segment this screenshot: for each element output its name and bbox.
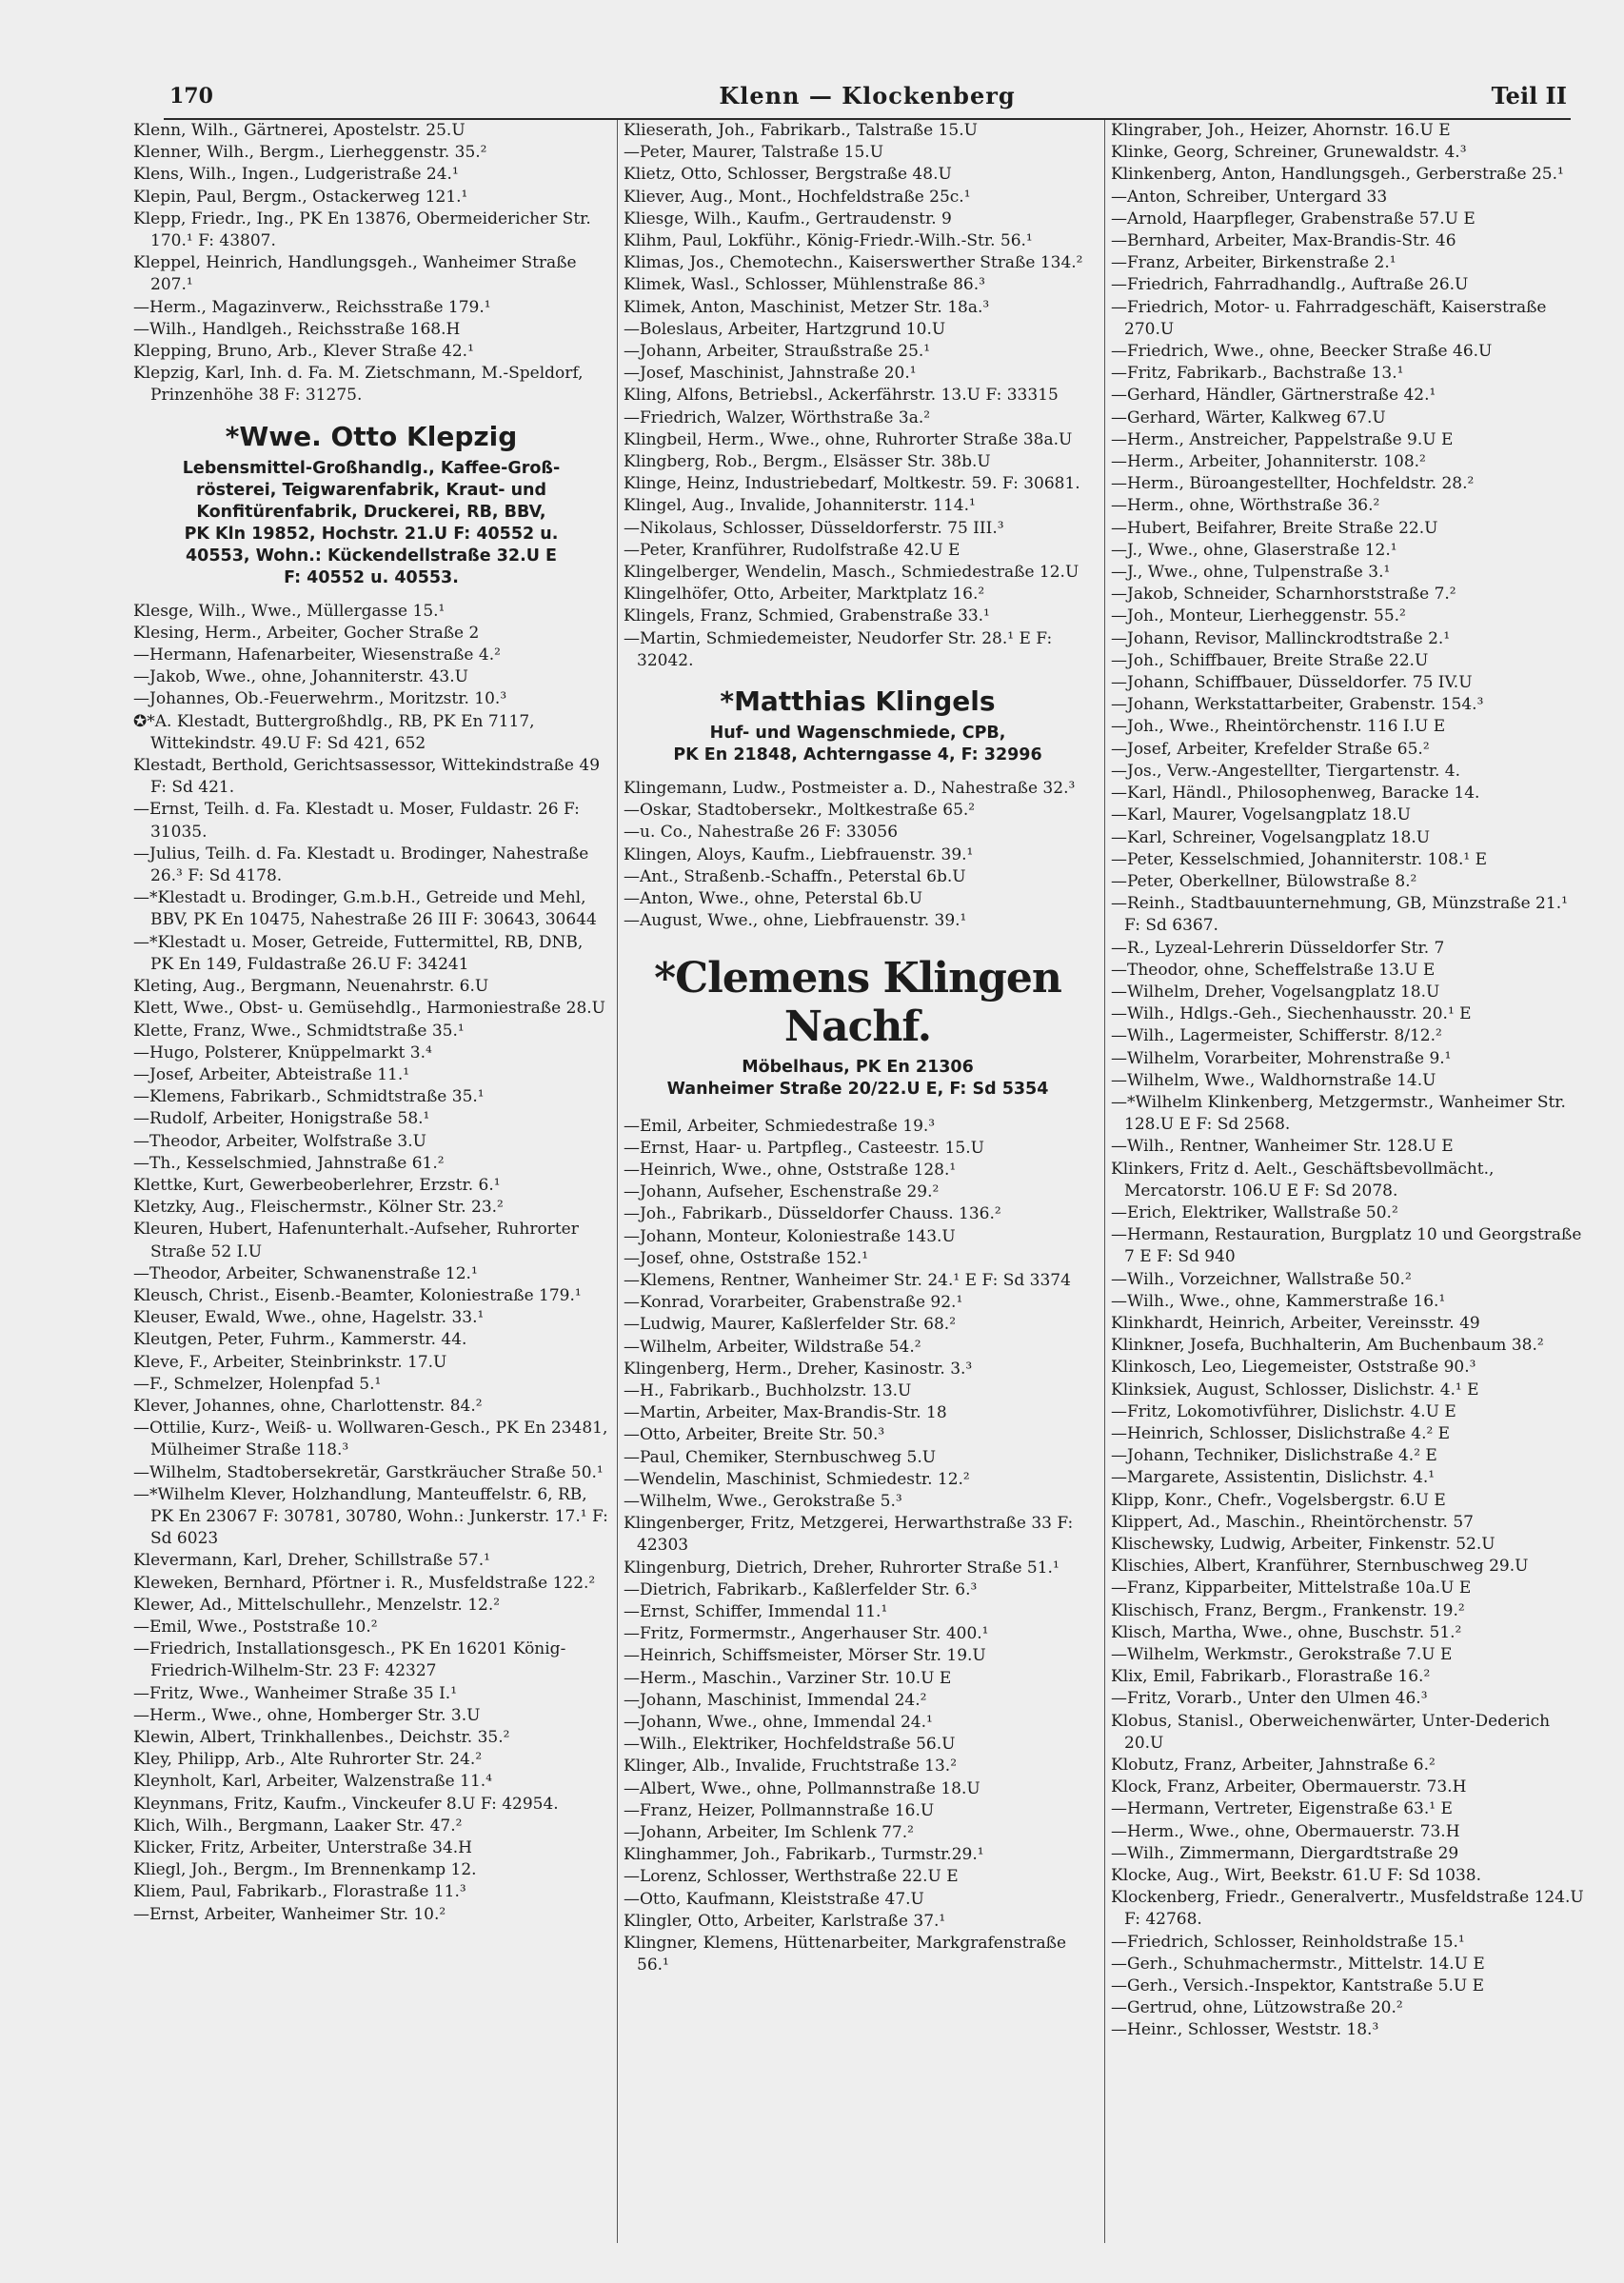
- directory-entry: Klinger, Alb., Invalide, Fruchtstraße 13.²: [624, 1757, 958, 1777]
- directory-entry: —Wilhelm, Vorarbeiter, Mohrenstraße 9.¹: [1111, 1048, 1452, 1068]
- directory-entry: Klestadt, Berthold, Gerichtsassessor, Wittekindstraße 49 F: Sd 421.: [133, 756, 601, 798]
- directory-entry: —Theodor, Arbeiter, Wolfstraße 3.U: [133, 1131, 426, 1151]
- directory-entry: —Herm., Wwe., ohne, Homberger Str. 3.U: [133, 1705, 481, 1725]
- entries-col3: [1105, 120, 1589, 2042]
- directory-entry: —*Klestadt u. Brodinger, G.m.b.H., Getreide und Mehl, BBV, PK En 10475, Nahestraße 26 III F: 30643, 30644: [133, 888, 597, 930]
- directory-entry: —*Wilhelm Klinkenberg, Metzgermstr., Wanheimer Str. 128.U E F: Sd 2568.: [1111, 1092, 1566, 1135]
- directory-entry: Klens, Wilh., Ingen., Ludgeristraße 24.¹: [133, 165, 459, 185]
- directory-entry: —Fritz, Lokomotivführer, Dislichstr. 4.U E: [1111, 1401, 1456, 1421]
- directory-entry: —Hermann, Vertreter, Eigenstraße 63.¹ E: [1111, 1799, 1453, 1819]
- directory-entry: Klingbeil, Herm., Wwe., ohne, Ruhrorter Straße 38a.U: [624, 429, 1073, 449]
- directory-entry: Klobutz, Franz, Arbeiter, Jahnstraße 6.²: [1111, 1756, 1436, 1776]
- directory-entry: Klenner, Wilh., Bergm., Lierheggenstr. 35.²: [133, 143, 487, 163]
- entries-col1-b: [133, 601, 609, 1926]
- directory-entry: —Jakob, Schneider, Scharnhorststraße 7.²: [1111, 585, 1456, 605]
- entries-col2-c: [618, 1116, 1098, 1977]
- directory-entry: —Wilhelm, Stadtobersekretär, Garstkräucher Straße 50.¹: [133, 1462, 604, 1482]
- directory-entry: —Peter, Kranführer, Rudolfstraße 42.U E: [624, 540, 961, 560]
- advert-lines: [618, 723, 1098, 766]
- directory-entry: —H., Fabrikarb., Buchholzstr. 13.U: [624, 1380, 912, 1400]
- directory-entry: —Wendelin, Maschinist, Schmiedestr. 12.²: [624, 1469, 970, 1489]
- column-1: [133, 120, 609, 2243]
- directory-entry: —Erich, Elektriker, Wallstraße 50.²: [1111, 1202, 1398, 1222]
- directory-entry: Klingenberger, Fritz, Metzgerei, Herwarthstraße 33 F: 42303: [624, 1514, 1074, 1556]
- directory-entry: —Herm., Büroangestellter, Hochfeldstr. 28.²: [1111, 474, 1475, 494]
- directory-entry: Kleting, Aug., Bergmann, Neuenahrstr. 6.U: [133, 977, 489, 997]
- directory-entry: Klinke, Georg, Schreiner, Grunewaldstr. 4.³: [1111, 143, 1467, 163]
- directory-entry: Klischisch, Franz, Bergm., Frankenstr. 19.²: [1111, 1600, 1465, 1620]
- directory-entry: Klischewsky, Ludwig, Arbeiter, Finkenstr. 52.U: [1111, 1535, 1495, 1554]
- directory-entry: —Dietrich, Fabrikarb., Kaßlerfelder Str. 6.³: [624, 1579, 978, 1599]
- directory-entry: —*Klestadt u. Moser, Getreide, Futtermittel, RB, DNB, PK En 149, Fuldastraße 26.U F: 34241: [133, 932, 584, 974]
- directory-entry: —Theodor, Arbeiter, Schwanenstraße 12.¹: [133, 1263, 478, 1283]
- directory-entry: —Herm., ohne, Wörthstraße 36.²: [1111, 496, 1380, 516]
- directory-entry: —Gerhard, Händler, Gärtnerstraße 42.¹: [1111, 386, 1436, 406]
- directory-entry: Klockenberg, Friedr., Generalvertr., Musfeldstraße 124.U F: 42768.: [1111, 1888, 1584, 1930]
- directory-entry: —Josef, Arbeiter, Krefelder Straße 65.²: [1111, 739, 1430, 759]
- directory-entry: —J., Wwe., ohne, Glaserstraße 12.¹: [1111, 540, 1397, 560]
- directory-entry: Klesing, Herm., Arbeiter, Gocher Straße 2: [133, 623, 480, 643]
- directory-entry: Klingen, Aloys, Kaufm., Liebfrauenstr. 39.¹: [624, 844, 974, 864]
- directory-entry: Kleweken, Bernhard, Pförtner i. R., Musfeldstraße 122.²: [133, 1573, 596, 1593]
- directory-entry: Klinge, Heinz, Industriebedarf, Moltkestr. 59. F: 30681.: [624, 474, 1080, 494]
- section-part: Teil II: [1491, 82, 1567, 109]
- advert-line: Lebensmittel-Großhandlg., Kaffee-Groß-: [182, 458, 561, 478]
- directory-entry: Kleynmans, Fritz, Kaufm., Vinckeufer 8.U F: 42954.: [133, 1794, 559, 1814]
- directory-entry: —Hubert, Beifahrer, Breite Straße 22.U: [1111, 518, 1438, 538]
- directory-entry: Klingel, Aug., Invalide, Johanniterstr. 114.¹: [624, 496, 976, 516]
- directory-entry: —Herm., Anstreicher, Pappelstraße 9.U E: [1111, 429, 1454, 449]
- directory-entry: —Heinrich, Schiffsmeister, Mörser Str. 19.U: [624, 1646, 986, 1666]
- directory-entry: —Gerhard, Wärter, Kalkweg 67.U: [1111, 407, 1386, 427]
- directory-entry: Kliesge, Wilh., Kaufm., Gertraudenstr. 9: [624, 208, 952, 228]
- directory-entry: —Rudolf, Arbeiter, Honigstraße 58.¹: [133, 1109, 430, 1129]
- directory-entry: —Johannes, Ob.-Feuerwehrm., Moritzstr. 10.³: [133, 689, 507, 709]
- advert-lines: [618, 1057, 1098, 1101]
- directory-entry: Klingler, Otto, Arbeiter, Karlstraße 37.¹: [624, 1911, 946, 1931]
- directory-entry: Klingenburg, Dietrich, Dreher, Ruhrorter Straße 51.¹: [624, 1558, 1060, 1578]
- directory-entry: —Herm., Wwe., ohne, Obermauerstr. 73.H: [1111, 1821, 1460, 1841]
- directory-entry: —Wilhelm, Dreher, Vogelsangplatz 18.U: [1111, 982, 1440, 1002]
- directory-entry: —Wilh., Elektriker, Hochfeldstraße 56.U: [624, 1735, 956, 1755]
- directory-entry: Klinkenberg, Anton, Handlungsgeh., Gerberstraße 25.¹: [1111, 165, 1564, 185]
- directory-entry: Klepzig, Karl, Inh. d. Fa. M. Zietschmann, M.-Speldorf, Prinzenhöhe 38 F: 31275.: [133, 364, 584, 406]
- directory-entry: Klinkers, Fritz d. Aelt., Geschäftsbevollmächt., Mercatorstr. 106.U E F: Sd 2078.: [1111, 1159, 1495, 1201]
- directory-entry: —Peter, Oberkellner, Bülowstraße 8.²: [1111, 871, 1417, 891]
- directory-entry: —u. Co., Nahestraße 26 F: 33056: [624, 823, 899, 843]
- advert-line: Huf- und Wagenschmiede, CPB,: [709, 724, 1006, 744]
- directory-entry: Klischies, Albert, Kranführer, Sternbuschweg 29.U: [1111, 1557, 1529, 1577]
- advert-line: PK Kln 19852, Hochstr. 21.U F: 40552 u.: [184, 524, 559, 544]
- directory-entry: —Friedrich, Fahrradhandlg., Auftraße 26.U: [1111, 275, 1469, 295]
- advert-line: Konfitürenfabrik, Druckerei, RB, BBV,: [196, 502, 546, 522]
- advert-otto-klepzig: [133, 421, 609, 589]
- directory-entry: —Herm., Arbeiter, Johanniterstr. 108.²: [1111, 452, 1426, 472]
- directory-entry: Klette, Franz, Wwe., Schmidtstraße 35.¹: [133, 1021, 465, 1041]
- entries-col2-b: [618, 778, 1098, 932]
- directory-entry: Klobus, Stanisl., Oberweichenwärter, Unter-Dederich 20.U: [1111, 1711, 1551, 1753]
- directory-entry: —Klemens, Fabrikarb., Schmidtstraße 35.¹: [133, 1087, 485, 1107]
- directory-entry: —Peter, Maurer, Talstraße 15.U: [624, 143, 884, 163]
- directory-entry: —Bernhard, Arbeiter, Max-Brandis-Str. 46: [1111, 231, 1456, 251]
- directory-entry: —Emil, Wwe., Poststraße 10.²: [133, 1617, 378, 1637]
- directory-entry: —J., Wwe., ohne, Tulpenstraße 3.¹: [1111, 563, 1391, 583]
- directory-entry: Klewer, Ad., Mittelschullehr., Menzelstr. 12.²: [133, 1595, 501, 1615]
- directory-entry: —Hermann, Restauration, Burgplatz 10 und Georgstraße 7 E F: Sd 940: [1111, 1225, 1582, 1267]
- directory-entry: —Gerh., Schuhmachermstr., Mittelstr. 14.U E: [1111, 1954, 1485, 1974]
- directory-entry: Kleynholt, Karl, Arbeiter, Walzenstraße 11.⁴: [133, 1772, 492, 1792]
- directory-entry: —Gerh., Versich.-Inspektor, Kantstraße 5.U E: [1111, 1976, 1484, 1996]
- directory-entry: Kliever, Aug., Mont., Hochfeldstraße 25c.¹: [624, 187, 971, 207]
- advert-line: rösterei, Teigwarenfabrik, Kraut- und: [195, 480, 547, 500]
- directory-entry: Klingelberger, Wendelin, Masch., Schmiedestraße 12.U: [624, 563, 1079, 583]
- entries-col1-a: [133, 120, 609, 407]
- directory-entry: Klenn, Wilh., Gärtnerei, Apostelstr. 25.U: [133, 121, 465, 140]
- directory-entry: Klimek, Wasl., Schlosser, Mühlenstraße 86.³: [624, 275, 985, 295]
- advert-lines: [133, 458, 609, 589]
- directory-entry: —Hermann, Hafenarbeiter, Wiesenstraße 4.²: [133, 645, 501, 665]
- directory-entry: —Otto, Kaufmann, Kleiststraße 47.U: [624, 1889, 924, 1909]
- advert-line: PK En 21848, Achterngasse 4, F: 32996: [673, 745, 1042, 765]
- directory-entry: Klisch, Martha, Wwe., ohne, Buschstr. 51.²: [1111, 1622, 1462, 1642]
- directory-entry: —Wilhelm, Arbeiter, Wildstraße 54.²: [624, 1337, 921, 1357]
- directory-entry: Klepin, Paul, Bergm., Ostackerweg 121.¹: [133, 187, 468, 207]
- directory-entry: ✪*A. Klestadt, Buttergroßhdlg., RB, PK En 7117, Wittekindstr. 49.U F: Sd 421, 652: [133, 711, 535, 753]
- directory-entry: Kleuser, Ewald, Wwe., ohne, Hagelstr. 33.¹: [133, 1308, 485, 1328]
- directory-entry: —Peter, Kesselschmied, Johanniterstr. 108.¹ E: [1111, 849, 1488, 869]
- directory-entry: —Joh., Wwe., Rheintörchenstr. 116 I.U E: [1111, 717, 1446, 737]
- directory-entry: —Emil, Arbeiter, Schmiedestraße 19.³: [624, 1116, 936, 1136]
- directory-entry: —Fritz, Formermstr., Angerhauser Str. 400.¹: [624, 1624, 989, 1644]
- directory-entry: Klingelhöfer, Otto, Arbeiter, Marktplatz 16.²: [624, 585, 985, 605]
- directory-entry: —Wilh., Handlgeh., Reichsstraße 168.H: [133, 319, 461, 339]
- directory-entry: —Josef, Maschinist, Jahnstraße 20.¹: [624, 364, 917, 384]
- directory-entry: Kletzky, Aug., Fleischermstr., Kölner Str. 23.²: [133, 1198, 504, 1218]
- directory-entry: —Ernst, Teilh. d. Fa. Klestadt u. Moser, Fuldastr. 26 F: 31035.: [133, 800, 580, 842]
- directory-entry: Klinksiek, August, Schlosser, Dislichstr. 4.¹ E: [1111, 1380, 1479, 1400]
- directory-entry: Klix, Emil, Fabrikarb., Florastraße 16.²: [1111, 1667, 1431, 1687]
- directory-entry: —Friedrich, Motor- u. Fahrradgeschäft, Kaiserstraße 270.U: [1111, 297, 1547, 339]
- directory-entry: —Arnold, Haarpfleger, Grabenstraße 57.U E: [1111, 208, 1475, 228]
- directory-entry: Klesge, Wilh., Wwe., Müllergasse 15.¹: [133, 601, 446, 621]
- directory-entry: —Johann, Werkstattarbeiter, Grabenstr. 154.³: [1111, 695, 1484, 715]
- directory-entry: —Wilh., Rentner, Wanheimer Str. 128.U E: [1111, 1137, 1454, 1157]
- directory-entry: —Ant., Straßenb.-Schaffn., Peterstal 6b.U: [624, 866, 966, 886]
- directory-entry: —Friedrich, Walzer, Wörthstraße 3a.²: [624, 407, 931, 427]
- directory-entry: —Ernst, Arbeiter, Wanheimer Str. 10.²: [133, 1904, 446, 1924]
- directory-entry: Kley, Philipp, Arb., Alte Ruhrorter Str. 24.²: [133, 1750, 483, 1770]
- directory-entry: —Johann, Techniker, Dislichstraße 4.² E: [1111, 1446, 1437, 1466]
- directory-entry: —Gertrud, ohne, Lützowstraße 20.²: [1111, 1998, 1403, 2018]
- directory-entry: —Johann, Aufseher, Eschenstraße 29.²: [624, 1182, 940, 1202]
- directory-entry: Kliegl, Joh., Bergm., Im Brennenkamp 12.: [133, 1860, 477, 1880]
- directory-entry: —Friedrich, Schlosser, Reinholdstraße 15.¹: [1111, 1932, 1465, 1952]
- directory-entry: Klingner, Klemens, Hüttenarbeiter, Markgrafenstraße 56.¹: [624, 1934, 1067, 1975]
- directory-entry: —R., Lyzeal-Lehrerin Düsseldorfer Str. 7: [1111, 938, 1445, 958]
- directory-entry: —Wilhelm, Wwe., Gerokstraße 5.³: [624, 1491, 902, 1511]
- directory-entry: —Josef, ohne, Oststraße 152.¹: [624, 1248, 869, 1268]
- directory-entry: —Herm., Maschin., Varziner Str. 10.U E: [624, 1668, 952, 1688]
- advert-line: 40553, Wohn.: Kückendellstraße 32.U E: [186, 546, 557, 566]
- directory-entry: —Oskar, Stadtobersekr., Moltkestraße 65.²: [624, 801, 976, 821]
- directory-entry: Klepping, Bruno, Arb., Klever Straße 42.¹: [133, 342, 474, 362]
- directory-entry: —Josef, Arbeiter, Abteistraße 11.¹: [133, 1064, 410, 1084]
- directory-entry: Kleppel, Heinrich, Handlungsgeh., Wanheimer Straße 207.¹: [133, 253, 577, 295]
- directory-entry: —Friedrich, Wwe., ohne, Beecker Straße 46.U: [1111, 342, 1493, 362]
- directory-entry: —Martin, Arbeiter, Max-Brandis-Str. 18: [624, 1403, 947, 1423]
- directory-entry: Klimas, Jos., Chemotechn., Kaiserswerther Straße 134.²: [624, 253, 1083, 273]
- directory-entry: Klieserath, Joh., Fabrikarb., Talstraße 15.U: [624, 121, 978, 140]
- directory-entry: —Karl, Schreiner, Vogelsangplatz 18.U: [1111, 827, 1431, 847]
- directory-entry: Klocke, Aug., Wirt, Beekstr. 61.U F: Sd 1038.: [1111, 1866, 1481, 1886]
- directory-entry: —Albert, Wwe., ohne, Pollmannstraße 18.U: [624, 1778, 980, 1798]
- directory-entry: —Joh., Monteur, Lierheggenstr. 55.²: [1111, 606, 1406, 626]
- page-title: Klenn — Klockenberg: [719, 82, 1016, 109]
- directory-entry: —Wilh., Vorzeichner, Wallstraße 50.²: [1111, 1269, 1412, 1289]
- directory-entry: Klich, Wilh., Bergmann, Laaker Str. 47.²: [133, 1816, 463, 1836]
- directory-entry: —Jakob, Wwe., ohne, Johanniterstr. 43.U: [133, 667, 468, 687]
- directory-entry: —Konrad, Vorarbeiter, Grabenstraße 92.¹: [624, 1293, 963, 1313]
- directory-entry: —Johann, Schiffbauer, Düsseldorfer. 75 IV.U: [1111, 673, 1473, 693]
- directory-entry: Kleve, F., Arbeiter, Steinbrinkstr. 17.U: [133, 1352, 447, 1372]
- directory-entry: Klicker, Fritz, Arbeiter, Unterstraße 34.H: [133, 1838, 473, 1858]
- directory-entry: —F., Schmelzer, Holenpfad 5.¹: [133, 1374, 382, 1394]
- directory-entry: Kleusch, Christ., Eisenb.-Beamter, Koloniestraße 179.¹: [133, 1285, 582, 1305]
- directory-entry: Klewin, Albert, Trinkhallenbes., Deichstr. 35.²: [133, 1728, 510, 1747]
- directory-entry: —Ludwig, Maurer, Kaßlerfelder Str. 68.²: [624, 1315, 957, 1335]
- directory-entry: Klietz, Otto, Schlosser, Bergstraße 48.U: [624, 165, 952, 185]
- directory-entry: Klihm, Paul, Lokführ., König-Friedr.-Wilh.-Str. 56.¹: [624, 231, 1033, 251]
- directory-entry: Klettke, Kurt, Gewerbeoberlehrer, Erzstr. 6.¹: [133, 1175, 501, 1195]
- advert-clemens-klingen: [618, 954, 1098, 1101]
- directory-entry: —*Wilhelm Klever, Holzhandlung, Manteuffelstr. 6, RB, PK En 23067 F: 30781, 30780, Wohn.: Junkerstr. 17.¹ F: Sd 6023: [133, 1484, 608, 1549]
- advert-matthias-klingels: [618, 685, 1098, 766]
- entries-col2-a: [618, 120, 1098, 672]
- column-2: [617, 120, 1098, 2243]
- directory-entry: Klingberg, Rob., Bergm., Elsässer Str. 38b.U: [624, 452, 991, 472]
- directory-entry: —Fritz, Wwe., Wanheimer Straße 35 I.¹: [133, 1683, 458, 1703]
- directory-entry: —Klemens, Rentner, Wanheimer Str. 24.¹ E F: Sd 3374: [624, 1270, 1071, 1290]
- directory-entry: —Wilhelm, Werkmstr., Gerokstraße 7.U E: [1111, 1645, 1453, 1665]
- directory-entry: —Paul, Chemiker, Sternbuschweg 5.U: [624, 1447, 937, 1467]
- directory-entry: Kling, Alfons, Betriebsl., Ackerfährstr. 13.U F: 33315: [624, 386, 1059, 406]
- directory-entry: Klingraber, Joh., Heizer, Ahornstr. 16.U E: [1111, 121, 1451, 140]
- directory-entry: —Wilh., Zimmermann, Diergardtstraße 29: [1111, 1843, 1459, 1863]
- directory-entry: —Otto, Arbeiter, Breite Str. 50.³: [624, 1425, 885, 1445]
- directory-entry: —Margarete, Assistentin, Dislichstr. 4.¹: [1111, 1468, 1436, 1488]
- directory-entry: —Reinh., Stadtbauunternehmung, GB, Münzstraße 21.¹ F: Sd 6367.: [1111, 894, 1568, 936]
- directory-entry: —Johann, Maschinist, Immendal 24.²: [624, 1690, 927, 1710]
- directory-entry: —Anton, Schreiber, Untergard 33: [1111, 187, 1388, 207]
- page-number: 170: [169, 84, 213, 109]
- advert-title: *Matthias Klingels: [720, 685, 996, 718]
- directory-entry: Kleuren, Hubert, Hafenunterhalt.-Aufseher, Ruhrorter Straße 52 I.U: [133, 1220, 579, 1261]
- directory-entry: —Joh., Fabrikarb., Düsseldorfer Chauss. 136.²: [624, 1204, 1001, 1224]
- directory-entry: Klimek, Anton, Maschinist, Metzer Str. 18a.³: [624, 297, 990, 317]
- directory-entry: —Wilhelm, Wwe., Waldhornstraße 14.U: [1111, 1070, 1436, 1090]
- directory-entry: —Wilh., Hdlgs.-Geh., Siechenhausstr. 20.¹ E: [1111, 1004, 1472, 1024]
- directory-entry: —Franz, Arbeiter, Birkenstraße 2.¹: [1111, 253, 1396, 273]
- directory-entry: —Ernst, Haar- u. Partpfleg., Casteestr. 15.U: [624, 1138, 984, 1158]
- directory-entry: —Theodor, ohne, Scheffelstraße 13.U E: [1111, 960, 1436, 980]
- directory-entry: Klevermann, Karl, Dreher, Schillstraße 57.¹: [133, 1551, 490, 1571]
- directory-entry: —August, Wwe., ohne, Liebfrauenstr. 39.¹: [624, 911, 967, 931]
- directory-entry: —Hugo, Polsterer, Knüppelmarkt 3.⁴: [133, 1042, 432, 1062]
- column-3: [1104, 120, 1589, 2243]
- directory-entry: Klipp, Konr., Chefr., Vogelsbergstr. 6.U E: [1111, 1490, 1446, 1510]
- advert-line: Wanheimer Straße 20/22.U E, F: Sd 5354: [666, 1079, 1049, 1099]
- directory-entry: Klever, Johannes, ohne, Charlottenstr. 84.²: [133, 1396, 483, 1416]
- directory-entry: —Ottilie, Kurz-, Weiß- u. Wollwaren-Gesch., PK En 23481, Mülheimer Straße 118.³: [133, 1419, 608, 1460]
- advert-line: Möbelhaus, PK En 21306: [742, 1057, 974, 1077]
- directory-entry: Kliem, Paul, Fabrikarb., Florastraße 11.³: [133, 1882, 466, 1902]
- directory-entry: —Franz, Kipparbeiter, Mittelstraße 10a.U E: [1111, 1578, 1472, 1598]
- directory-entry: —Johann, Revisor, Mallinckrodtstraße 2.¹: [1111, 628, 1451, 648]
- directory-entry: Klinghammer, Joh., Fabrikarb., Turmstr.29.¹: [624, 1845, 984, 1865]
- directory-entry: —Nikolaus, Schlosser, Düsseldorferstr. 75 III.³: [624, 518, 1004, 538]
- directory-entry: —Herm., Magazinverw., Reichsstraße 179.¹: [133, 297, 491, 317]
- directory-entry: —Heinrich, Schlosser, Dislichstraße 4.² E: [1111, 1423, 1451, 1443]
- directory-entry: Klippert, Ad., Maschin., Rheintörchenstr. 57: [1111, 1512, 1474, 1532]
- directory-entry: Klock, Franz, Arbeiter, Obermauerstr. 73.H: [1111, 1777, 1467, 1797]
- directory-entry: —Joh., Schiffbauer, Breite Straße 22.U: [1111, 650, 1429, 670]
- directory-entry: —Jos., Verw.-Angestellter, Tiergartenstr. 4.: [1111, 761, 1460, 781]
- page-header: [164, 80, 1571, 120]
- directory-entry: —Wilh., Wwe., ohne, Kammerstraße 16.¹: [1111, 1291, 1446, 1311]
- directory-entry: —Ernst, Schiffer, Immendal 11.¹: [624, 1601, 888, 1621]
- directory-entry: Klingemann, Ludw., Postmeister a. D., Nahestraße 32.³: [624, 779, 1076, 799]
- directory-entry: —Johann, Arbeiter, Im Schlenk 77.²: [624, 1823, 914, 1842]
- advert-line: F: 40552 u. 40553.: [284, 567, 459, 587]
- directory-entry: —Lorenz, Schlosser, Werthstraße 22.U E: [624, 1867, 959, 1887]
- directory-entry: Klett, Wwe., Obst- u. Gemüsehdlg., Harmoniestraße 28.U: [133, 999, 605, 1019]
- directory-entry: —Johann, Monteur, Koloniestraße 143.U: [624, 1226, 956, 1246]
- directory-entry: —Fritz, Fabrikarb., Bachstraße 13.¹: [1111, 364, 1404, 384]
- directory-entry: —Wilh., Lagermeister, Schifferstr. 8/12.²: [1111, 1026, 1442, 1046]
- directory-entry: —Fritz, Vorarb., Unter den Ulmen 46.³: [1111, 1689, 1428, 1709]
- directory-entry: Klepp, Friedr., Ing., PK En 13876, Obermeidericher Str. 170.¹ F: 43807.: [133, 208, 591, 251]
- directory-entry: —Johann, Arbeiter, Straußstraße 25.¹: [624, 342, 931, 362]
- directory-entry: —Anton, Wwe., ohne, Peterstal 6b.U: [624, 889, 923, 909]
- directory-entry: Klinkner, Josefa, Buchhalterin, Am Buchenbaum 38.²: [1111, 1336, 1544, 1356]
- directory-entry: —Friedrich, Installationsgesch., PK En 16201 König-Friedrich-Wilhelm-Str. 23 F: 42327: [133, 1639, 566, 1681]
- directory-entry: —Martin, Schmiedemeister, Neudorfer Str. 28.¹ E F: 32042.: [624, 628, 1053, 670]
- directory-entry: Klingels, Franz, Schmied, Grabenstraße 33.¹: [624, 606, 990, 626]
- advert-title: *Wwe. Otto Klepzig: [225, 420, 518, 452]
- directory-entry: Klinkhardt, Heinrich, Arbeiter, Vereinsstr. 49: [1111, 1313, 1480, 1333]
- directory-entry: Klinkosch, Leo, Liegemeister, Oststraße 90.³: [1111, 1358, 1476, 1378]
- directory-entry: —Th., Kesselschmied, Jahnstraße 61.²: [133, 1153, 445, 1173]
- directory-entry: —Franz, Heizer, Pollmannstraße 16.U: [624, 1800, 935, 1820]
- advert-title: *Clemens Klingen Nachf.: [654, 953, 1061, 1051]
- directory-entry: Klingenberg, Herm., Dreher, Kasinostr. 3.³: [624, 1359, 973, 1379]
- directory-entry: Kleutgen, Peter, Fuhrm., Kammerstr. 44.: [133, 1330, 467, 1350]
- directory-entry: —Heinrich, Wwe., ohne, Oststraße 128.¹: [624, 1160, 957, 1180]
- directory-entry: —Karl, Maurer, Vogelsangplatz 18.U: [1111, 805, 1411, 825]
- directory-entry: —Karl, Händl., Philosophenweg, Baracke 14.: [1111, 784, 1480, 804]
- directory-entry: —Julius, Teilh. d. Fa. Klestadt u. Brodinger, Nahestraße 26.³ F: Sd 4178.: [133, 844, 589, 886]
- directory-entry: —Boleslaus, Arbeiter, Hartzgrund 10.U: [624, 319, 946, 339]
- directory-entry: —Heinr., Schlosser, Weststr. 18.³: [1111, 2020, 1379, 2040]
- directory-entry: —Johann, Wwe., ohne, Immendal 24.¹: [624, 1712, 933, 1732]
